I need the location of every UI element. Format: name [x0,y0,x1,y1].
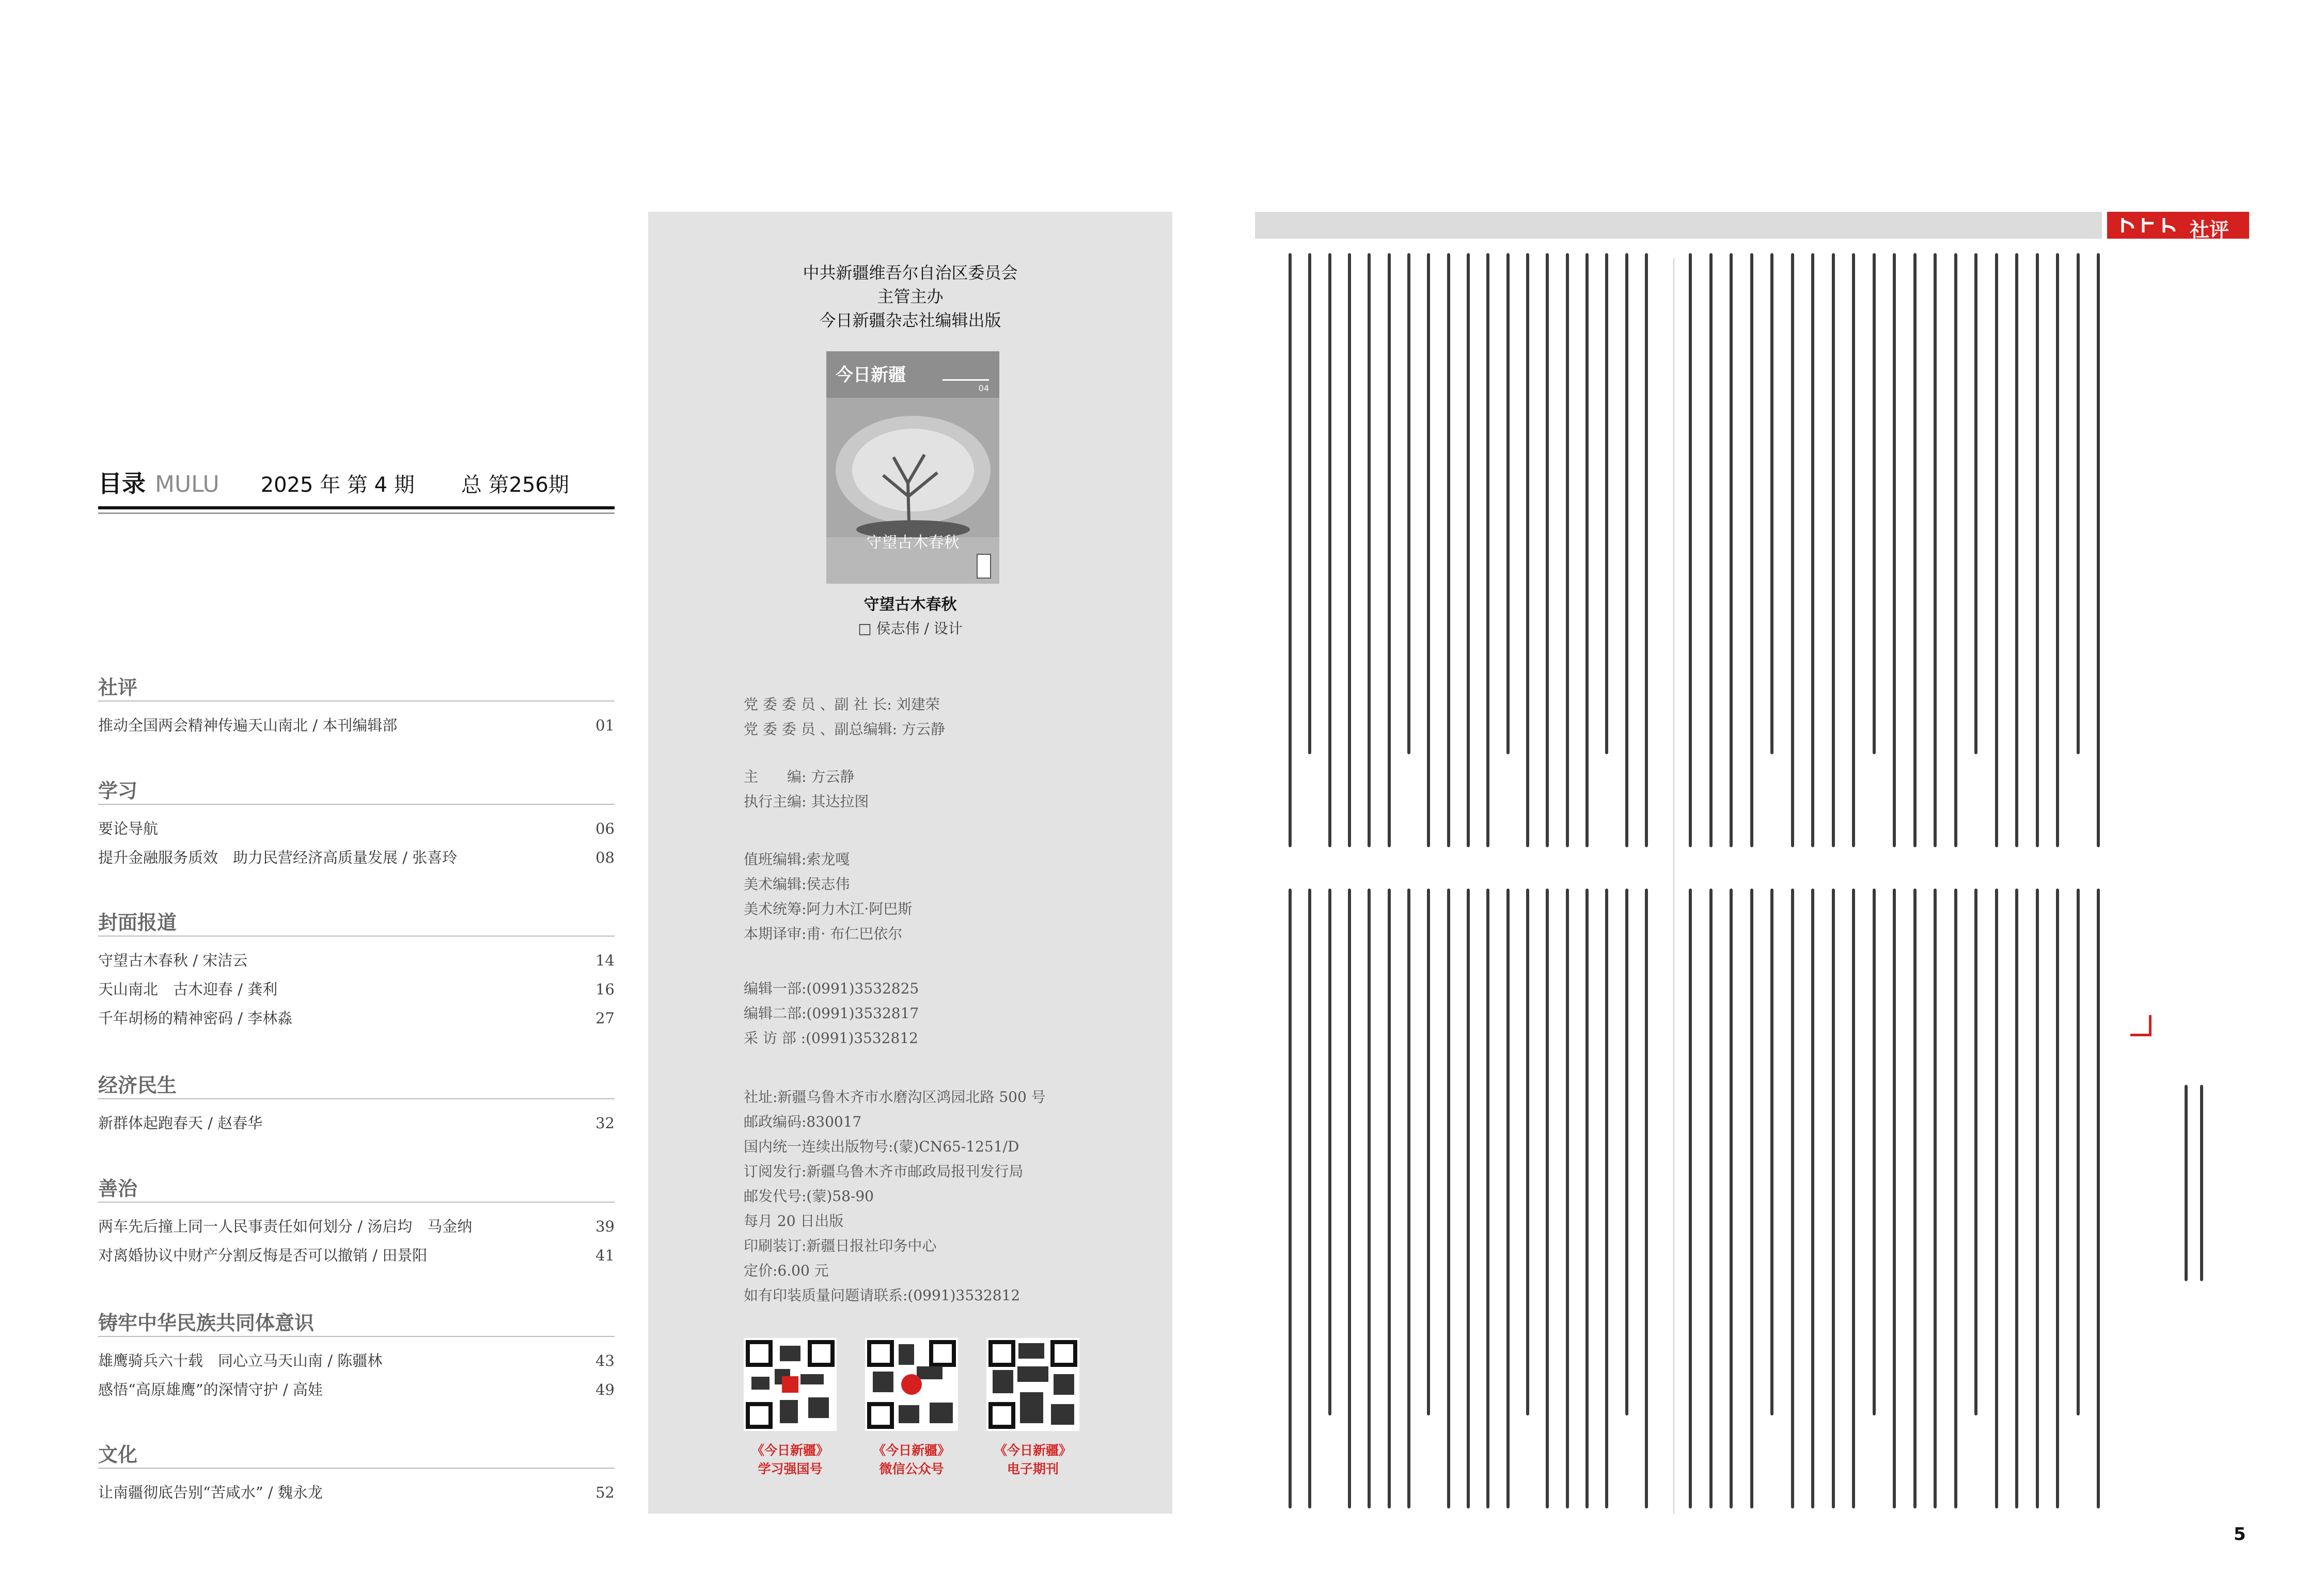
mongolian-text-line [1811,889,1814,1508]
staff-line: 美术统筹:阿力木江·阿巴斯 [744,900,913,917]
toc-entry[interactable] [98,711,615,740]
mongolian-text-line [1328,889,1331,1415]
mongolian-text-line [1407,253,1410,754]
qr-label-xuexi [733,1441,847,1478]
contact-phones [744,976,1157,1051]
section-tag-label: 社评 [2190,219,2229,241]
qr-label-line: 学习强国号 [758,1461,823,1476]
qr-code-row [733,1338,1095,1483]
toc-entry[interactable] [98,843,615,872]
qr-code-epaper[interactable] [986,1338,1079,1431]
mongolian-text-line [1506,889,1510,1508]
mongolian-text-line [2015,253,2018,847]
toc-entry-title: 推动全国两会精神传遍天山南北 / 本刊编辑部 [98,717,398,734]
mongolian-text-line [1791,253,1794,847]
mongolian-text-line [1995,889,1998,1508]
publishing-line: 邮政编码:830017 [744,1113,862,1130]
cover-thumbnail[interactable] [826,351,999,584]
header-divider [98,512,615,514]
paragraph-end-mark [2130,1015,2152,1036]
section-title: 善治 [98,1177,138,1200]
mongolian-text-line [1328,253,1331,847]
toc-entry-title: 新群体起跑春天 / 赵春华 [98,1114,263,1132]
toc-entry-page: 41 [595,1247,615,1264]
toc-entry[interactable] [98,975,615,1004]
total-issue-number: 总 第256期 [461,473,569,497]
mongolian-text-line [1873,253,1876,754]
qr-label-epaper [976,1441,1090,1478]
toc-section-governance [98,1173,615,1270]
mongolian-text-line [1625,889,1628,1415]
staff-group-leaders [744,692,1157,742]
section-title: 学习 [98,780,138,802]
mongolian-text-line [2036,889,2039,1508]
toc-entry-page: 08 [595,849,615,866]
mongolian-text-line [1730,253,1733,847]
mongolian-text-line [1750,253,1753,847]
mongolian-text-line [1526,889,1529,1415]
toc-entry-page: 32 [595,1114,615,1132]
toc-entry[interactable] [98,1241,615,1270]
mongolian-text-line [1689,889,1692,1508]
mongolian-text-line [1974,253,1977,754]
column-divider [1673,258,1674,1514]
staff-line: 本期译审:甫· 布仁巴依尔 [744,925,903,942]
toc-entry[interactable] [98,1478,615,1507]
mongolian-text-line [1645,253,1648,847]
barcode-icon [977,554,991,579]
toc-section-cover-story [98,907,615,1033]
publisher-line: 今日新疆杂志社编辑出版 [819,310,1001,330]
mongolian-text-line [1852,253,1855,847]
toc-entry-page: 16 [595,980,615,998]
header-band [1255,212,2102,239]
section-divider [98,936,615,937]
mongolian-text-line [1308,889,1311,1508]
section-divider [98,1098,615,1099]
publishing-line: 每月 20 日出版 [744,1212,844,1229]
mongolian-text-line [1730,889,1733,1508]
mongolian-text-line [2185,1085,2188,1281]
mongolian-text-line [1506,253,1510,754]
toc-entry-page: 49 [595,1381,615,1398]
mongolian-text-line [2097,889,2100,1508]
mongolian-text-line [1709,889,1713,1508]
mongolian-text-line [1289,889,1292,1508]
mongolian-text-line [1308,253,1311,754]
mongolian-text-line [1388,889,1391,1508]
toc-entry[interactable] [98,814,615,843]
toc-header [98,465,615,509]
section-divider [98,700,615,702]
mongolian-text-line [1605,253,1608,754]
toc-entry-title: 要论导航 [98,820,159,837]
qr-code-icon [865,1338,958,1431]
phone-line: 编辑一部:(0991)3532825 [744,980,919,997]
mongolian-text-line [1427,253,1430,847]
section-title: 社评 [98,676,138,699]
mongolian-text-line [1873,889,1876,1415]
toc-entry-page: 01 [595,717,615,734]
qr-label-wechat [855,1441,968,1478]
mongolian-text-line [1566,253,1569,847]
staff-group-editors [744,765,1157,814]
mongolian-script-logo [2117,216,2179,235]
staff-line: 党 委 委 员 、副 社 长: 刘建荣 [744,696,940,713]
section-title: 文化 [98,1443,138,1466]
toc-section-economy [98,1069,615,1138]
cover-magazine-name: 今日新疆 [836,365,906,385]
toc-entry-page: 52 [595,1484,615,1501]
toc-entry-page: 14 [595,952,615,969]
mongolian-text-line [1913,889,1917,1508]
section-divider [98,1336,615,1337]
cover-story-title: 守望古木春秋 [863,596,957,614]
qr-label-line: 微信公众号 [879,1461,944,1476]
qr-label-line: 《今日新疆》 [751,1443,829,1458]
mongolian-text-line [1388,253,1391,847]
staff-line: 主 编: 方云静 [744,768,855,785]
toc-entry[interactable] [98,1109,615,1138]
section-divider [98,804,615,805]
mongolian-text-line [1467,889,1470,1508]
page-number: 5 [2234,1524,2246,1545]
publishing-line: 邮发代号:(蒙)58-90 [744,1188,874,1205]
staff-line: 值班编辑:索龙嘎 [744,851,850,868]
toc-entry-title: 对离婚协议中财产分割反悔是否可以撤销 / 田景阳 [98,1247,428,1264]
toc-entry[interactable] [98,1004,615,1033]
table-of-contents [98,465,615,1501]
publisher-info [648,261,1172,332]
publishing-line: 定价:6.00 元 [744,1262,829,1279]
toc-entry-page: 39 [595,1218,615,1235]
mongolian-text-line [1546,889,1549,1508]
toc-section-study [98,775,615,872]
publishing-line: 国内统一连续出版物号:(蒙)CN65-1251/D [744,1138,1019,1155]
section-title: 铸牢中华民族共同体意识 [98,1312,315,1334]
toc-entry[interactable] [98,1212,615,1241]
cover-issue-tag: 04 [978,383,989,393]
toc-entry[interactable] [98,1346,615,1375]
phone-line: 编辑二部:(0991)3532817 [744,1005,919,1022]
mongolian-text-line [1486,889,1489,1508]
mongolian-text-line [1605,889,1608,1508]
mongolian-text-line [1954,253,1957,847]
section-divider [98,1468,615,1469]
toc-entry-page: 43 [595,1352,615,1369]
mongolian-text-line [1447,889,1450,1508]
mongolian-text-line [1368,253,1371,847]
mongolian-text-line [1852,889,1855,1508]
toc-entry-title: 天山南北 古木迎春 / 龚利 [98,980,278,998]
cover-designer: □ 侯志伟 / 设计 [858,620,963,637]
cover-caption: 守望古木春秋 [866,534,960,552]
mongolian-text-line [1447,253,1450,847]
mongolian-text-line [1934,889,1937,1508]
mongolian-text-line [1348,889,1351,1508]
mongolian-text-line [2056,253,2059,847]
mongolian-text-line [1407,889,1410,1508]
mongolian-text-line [2015,889,2018,1508]
toc-section-culture [98,1439,615,1507]
staff-line: 执行主编: 其达拉图 [744,793,869,810]
mongolian-text-line [1934,253,1937,847]
mongolian-text-line [1811,253,1814,847]
mongolian-text-line [1566,889,1569,1508]
toc-entry-page: 27 [595,1009,615,1027]
toc-entry-title: 让南疆彻底告别“苦咸水” / 魏永龙 [98,1484,323,1501]
qr-label-line: 《今日新疆》 [994,1443,1072,1458]
toc-title-pinyin: MULU [155,471,219,497]
mongolian-text-line [1954,889,1957,1508]
toc-entry-title: 两车先后撞上同一人民事责任如何划分 / 汤启均 马金纳 [98,1218,473,1235]
toc-entry-title: 感悟“高原雄鹰”的深情守护 / 高娃 [98,1381,323,1398]
sponsor-line: 主管主办 [877,287,944,306]
publishing-line: 订阅发行:新疆乌鲁木齐市邮政局报刊发行局 [744,1163,1024,1180]
section-divider [98,1202,615,1203]
phone-line: 采 访 部 :(0991)3532812 [744,1030,918,1047]
mongolian-text-line [1348,253,1351,847]
organizer-line: 中共新疆维吾尔自治区委员会 [803,263,1018,283]
publishing-line: 社址:新疆乌鲁木齐市水磨沟区鸿园北路 500 号 [744,1088,1046,1106]
toc-entry-title: 千年胡杨的精神密码 / 李林淼 [98,1009,293,1027]
qr-code-icon [744,1338,837,1431]
qr-code-icon [986,1338,1079,1431]
section-title: 封面报道 [98,911,177,934]
toc-title: 目录 [98,470,146,497]
mongolian-text-line [1427,889,1430,1415]
mongolian-text-line [2036,253,2039,847]
toc-section-national-unity [98,1307,615,1404]
toc-section-editorial [98,672,615,740]
mongolian-text-line [1913,253,1917,847]
mongolian-text-line [2077,889,2080,1415]
mongolian-text-line [1368,889,1371,1508]
qr-code-xuexi[interactable] [744,1338,837,1431]
mongolian-text-line [2056,889,2059,1508]
section-title: 经济民生 [98,1074,177,1097]
mongolian-text-line [1467,253,1470,847]
toc-entry[interactable] [98,946,615,975]
mongolian-text-line [2097,253,2100,847]
mongolian-text-line [1546,253,1549,847]
qr-code-wechat[interactable] [865,1338,958,1431]
staff-line: 党 委 委 员 、副总编辑: 方云静 [744,721,945,738]
mongolian-text-line [1689,253,1692,847]
mongolian-text-line [1750,889,1753,1508]
mongolian-text-line [1893,889,1896,1508]
toc-entry-page: 06 [595,820,615,837]
toc-entry-title: 守望古木春秋 / 宋洁云 [98,952,248,969]
issue-number: 2025 年 第 4 期 [260,473,415,497]
section-tag [2107,212,2249,239]
publishing-line: 如有印装质量问题请联系:(0991)3532812 [744,1287,1020,1304]
masthead-panel [648,212,1172,1514]
staff-group-issue [744,847,1157,946]
mongolian-text-line [1974,889,1977,1415]
mongolian-text-line [2077,253,2080,754]
mongolian-text-line [1585,253,1589,847]
mongolian-text-line [1289,253,1292,847]
mongolian-text-line [1791,889,1794,1508]
mongolian-text-line [1893,253,1896,847]
mongolian-text-line [1645,889,1648,1508]
mongolian-text-line [1625,253,1628,847]
qr-label-line: 电子期刊 [1007,1461,1059,1476]
mongolian-text-line [1585,889,1589,1508]
mongolian-text-line [1832,253,1835,847]
publishing-info [744,1085,1157,1308]
toc-entry-title: 提升金融服务质效 助力民营经济高质量发展 / 张喜玲 [98,849,458,866]
mongolian-text-line [1995,253,1998,847]
mongolian-text-line [2200,1085,2203,1281]
publishing-line: 印刷装订:新疆日报社印务中心 [744,1237,937,1254]
mongolian-text-line [1709,253,1713,847]
mongolian-text-line [1526,253,1529,847]
mongolian-text-line [1486,253,1489,847]
mongolian-text-line [1832,889,1835,1508]
mongolian-text-line [1770,253,1773,754]
mongolian-text-line [1770,889,1773,1415]
qr-label-line: 《今日新疆》 [872,1443,950,1458]
toc-entry[interactable] [98,1375,615,1404]
staff-line: 美术编辑:侯志伟 [744,876,850,893]
toc-entry-title: 雄鹰骑兵六十载 同心立马天山南 / 陈疆林 [98,1352,383,1369]
